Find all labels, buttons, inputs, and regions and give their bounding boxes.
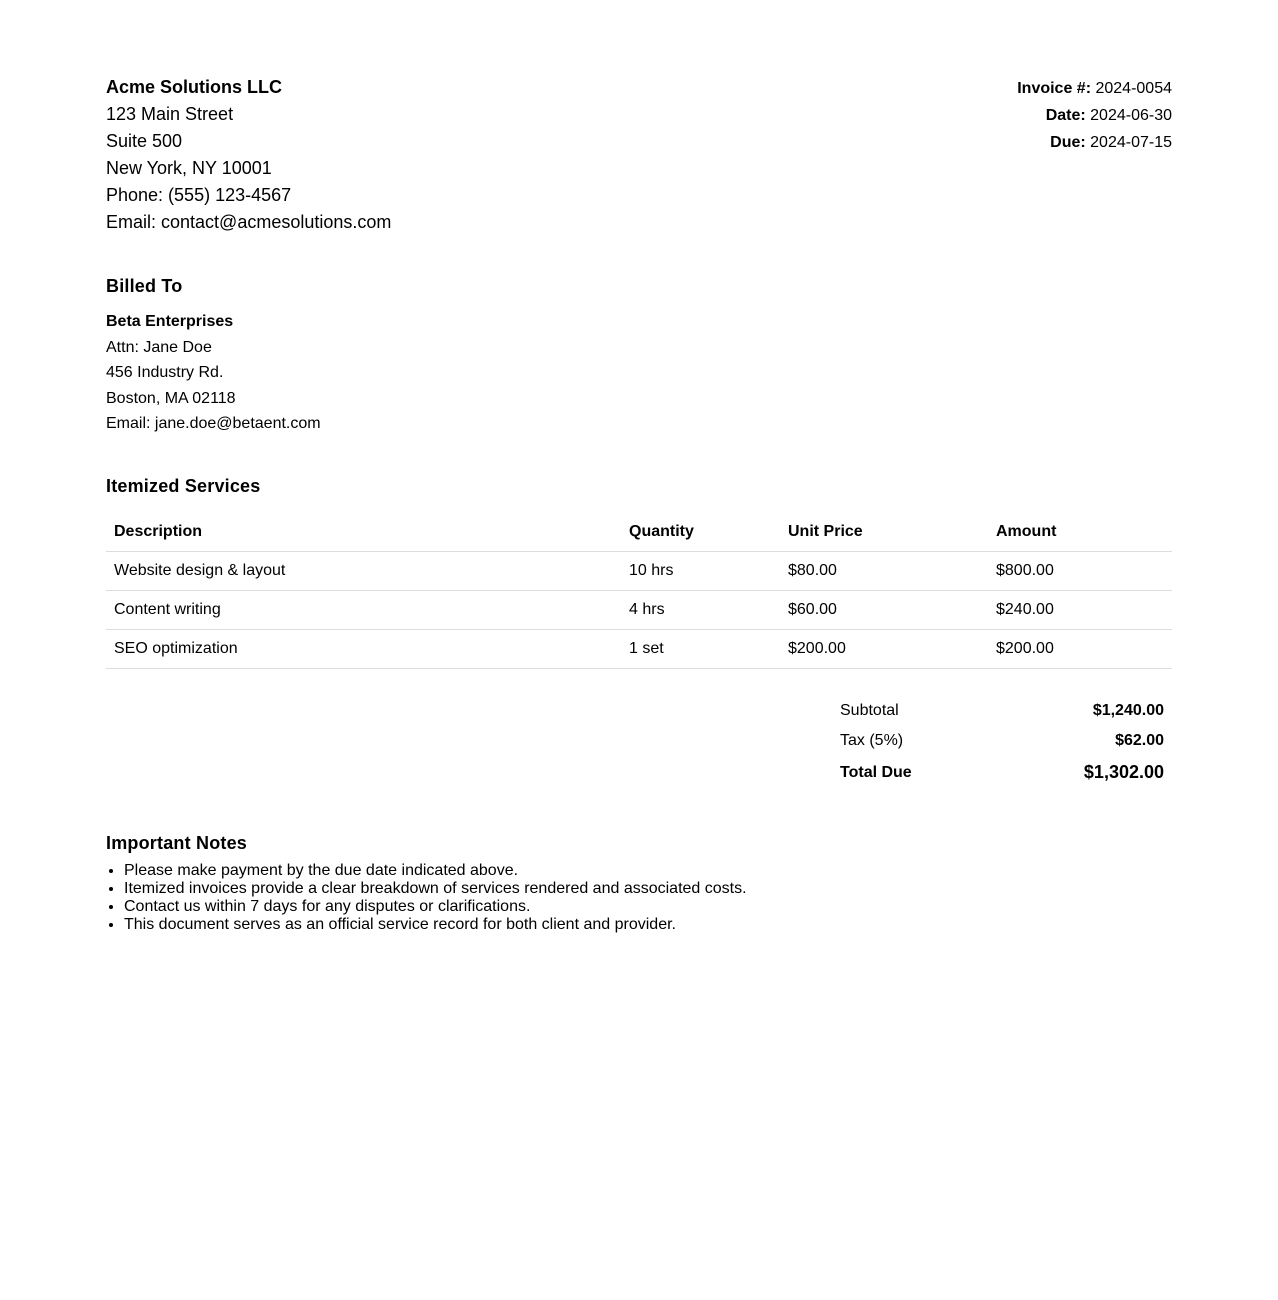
client-name: Beta Enterprises xyxy=(106,313,234,330)
item-unit-price: $200.00 xyxy=(780,629,988,668)
item-amount: $800.00 xyxy=(988,551,1172,590)
item-description: SEO optimization xyxy=(106,629,621,668)
company-city-line: New York, NY 10001 xyxy=(106,158,272,178)
item-description: Content writing xyxy=(106,590,621,629)
item-unit-price: $60.00 xyxy=(780,590,988,629)
subtotal-row xyxy=(832,696,1172,726)
total-due-value: $1,302.00 xyxy=(1083,762,1164,782)
item-amount: $240.00 xyxy=(988,590,1172,629)
client-attn: Attn: Jane Doe xyxy=(106,338,212,356)
item-unit-price: $80.00 xyxy=(780,551,988,590)
totals-summary xyxy=(832,696,1172,790)
itemized-services-heading: Itemized Services xyxy=(106,475,261,496)
table-row xyxy=(106,551,1172,590)
invoice-due-row xyxy=(1017,129,1172,156)
table-row xyxy=(106,629,1172,668)
subtotal-label: Subtotal xyxy=(840,701,899,719)
invoice-number: 2024-0054 xyxy=(1095,80,1172,97)
client-address: 456 Industry Rd. xyxy=(106,364,224,381)
list-item: • This document serves as an official service record for both client and provider. xyxy=(124,916,1172,934)
tax-row xyxy=(832,726,1172,756)
table-header-row xyxy=(106,513,1172,552)
important-notes-heading: Important Notes xyxy=(106,832,248,853)
billed-to-heading: Billed To xyxy=(106,276,183,296)
total-due-label: Total Due xyxy=(840,763,912,781)
invoice-due: 2024-07-15 xyxy=(1090,134,1172,151)
column-header-unit-price: Unit Price xyxy=(780,513,988,552)
client-email: Email: jane.doe@betaent.com xyxy=(106,415,321,432)
invoice-meta xyxy=(1017,74,1172,156)
invoice-date-label: Date: xyxy=(1045,107,1086,124)
billed-to-section xyxy=(106,275,1172,437)
company-phone: Phone: (555) 123-4567 xyxy=(106,185,292,205)
client-city-line: Boston, MA 02118 xyxy=(106,389,236,407)
items-table xyxy=(106,513,1172,669)
invoice-date-row xyxy=(1017,102,1172,129)
invoice-number-row xyxy=(1017,75,1172,102)
item-amount: $200.00 xyxy=(988,629,1172,668)
company-name: Acme Solutions LLC xyxy=(106,77,283,97)
total-due-row xyxy=(832,756,1172,790)
company-address-line2: Suite 500 xyxy=(106,131,183,151)
company-info xyxy=(106,74,391,236)
billed-to-details xyxy=(106,309,1172,437)
company-address-line1: 123 Main Street xyxy=(106,104,234,124)
itemized-services-section xyxy=(106,475,1172,669)
item-description: Website design & layout xyxy=(106,551,621,590)
list-item: • Please make payment by the due date indicated above. xyxy=(124,862,1172,880)
tax-label: Tax (5%) xyxy=(840,731,904,749)
column-header-amount: Amount xyxy=(988,513,1172,552)
subtotal-value: $1,240.00 xyxy=(1092,701,1164,719)
table-row xyxy=(106,590,1172,629)
tax-value: $62.00 xyxy=(1115,731,1164,749)
item-quantity: 1 set xyxy=(621,629,780,668)
invoice-header xyxy=(106,74,1172,236)
column-header-description: Description xyxy=(106,513,621,552)
column-header-quantity: Quantity xyxy=(621,513,780,552)
invoice-number-label: Invoice #: xyxy=(1017,80,1092,97)
item-quantity: 4 hrs xyxy=(621,590,780,629)
company-email: Email: contact@acmesolutions.com xyxy=(106,212,392,232)
item-quantity: 10 hrs xyxy=(621,551,780,590)
important-notes-section xyxy=(106,832,1172,934)
list-item: • Itemized invoices provide a clear breakdown of services rendered and associated costs. xyxy=(124,880,1172,898)
invoice-due-label: Due: xyxy=(1050,134,1086,151)
notes-list xyxy=(106,862,1172,934)
invoice-page xyxy=(106,74,1172,934)
invoice-date: 2024-06-30 xyxy=(1090,107,1172,124)
list-item: • Contact us within 7 days for any disputes or clarifications. xyxy=(124,898,1172,916)
